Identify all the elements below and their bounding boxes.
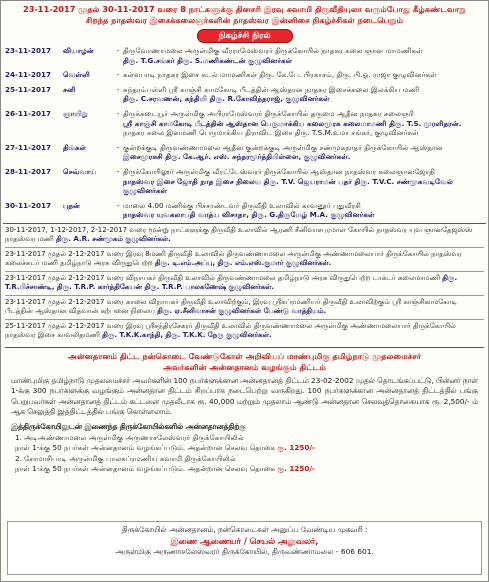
schedule-row [5,167,484,196]
schedule-desc-line: நாதசுர கலை இனமணி பெருமாக்கிய திராவிட இசை திரு. T.S.M.உமா சங்கர், குழுவினர்கள் [123,128,419,138]
schedule-desc-line: நாதஸ்வர இசை ஜோதி நாத இசை நிலைய திரு. T.V. ஜெயராமன் பதர் திரு. T.V.C. சண்முகவடிவேல் குழுவினர்கள் [123,176,453,196]
schedule-day: வியாழன் [63,46,94,55]
donation-address-heading: திருக்கோயில் அன்னதானம், நன்கொடைகள் அனுப்ப வேண்டிய முகவரி : [121,525,368,534]
schedule-desc-line: திரு. C.சரவணன், கந்தியி திரு. R.கோவிந்தராஜ், குழுவினர்கள் [123,94,330,104]
annadhanam-item-amount: ரூ. 1250/- [277,463,316,473]
performance-note [5,248,484,272]
schedule-day: புதன் [63,200,81,210]
annadhanam-body: மாண்புமிகு தமிழ்நாடு முதலமைச்சர் அவர்களின் 100 நபர்களுக்கான அன்னதானத் திட்டம் 23-02-2002 முதல் தொடங்கப்பட்டு, பின்னர் நாள் 1-க்கு 300 நபர்களுக்கு வழங்கும் அன்னதான திட்டம் சிறப்பாக நடைபெற்று வருகிறது. 100 நபர்களுக்கான அன்னதானத் திட்டத்தில் பங்கு பெறுபவர்கள் அன்னதானத் திட்டம் கட்டளை முதலீடாக ரூ. 40,000 மற்றும் முதலாம் ஆண்டு அன்னதான செலவுத்தொகையாக ரூ. 2,500/- ம் ஆக செலுத்தி இத்திட்டத்தில் பங்கு கொள்ளலாம். [11,375,478,417]
schedule-date: 26-11-2017 [5,108,51,118]
banner-line-2: சிறந்த நாதஸ்வர இசைக்கலைஞர்களின் நாதஸ்வர இன்னிசை நிகழ்ச்சிகள் நடைபெறும் [85,15,404,25]
schedule-desc [123,109,484,138]
additional-performances [5,224,484,343]
separator-dash: - [116,70,120,80]
schedule-row [5,85,484,104]
schedule-date: 30-11-2017 [5,200,51,210]
note-artists: திரு. டி.எம்.அப்பு, திரு. எம்.எஸ்.குமார் குழுவினர்கள். [154,259,332,268]
temple-address: அருள்மிகு அருணாசலேஸ்வரர் திருக்கோயில், திருவண்ணாமலை - 606 601. [115,547,374,556]
schedule-day: ஞாயிறு [63,108,88,118]
schedule-desc-line: இசைமுரசுசி திரு. கே.ஆர். எஸ். சுந்தரமூர்த்திபிள்ளை, குழுவினர்கள். [123,152,351,162]
annadhanam-item-label: 1. அடிஅண்ணாமலை அருள்மிகு அருணாசலேஸ்வரர் திருக்கோயிலில் [15,432,244,442]
note-artists: திரு. T.K.K.காந்தி, திரு. T.K.K. நேரு குழுவினர்கள். [102,331,272,340]
performance-note [5,296,484,320]
annadhanam-item-detail: நாள் 1-க்கு 50 நபர்கள் அன்னதானம் வழங்கப்படும். அதன்றான செலவு தொகை [15,442,276,452]
banner-line-1: 23-11-2017 முதல் 30-11-2017 வரை 8 நாட்களுக்கு தினசரி இரவு சுவாமி திருவீதியுலா வரும்போது கீழ்கண்டவாறு [23,4,466,14]
schedule-date: 28-11-2017 [5,166,51,176]
schedule-desc-line: திருவோணாமலை அருள்மிகு வீரராமேஸ்வரர் திருக்கோயில் நாதசுர கலை ஞான மாமணிகள் [123,46,423,55]
schedule-desc-line: குன்றக்குடி திருவண்ணாமலை ஆதீன குன்றக்குடி அருள்மிகு சண்முகநாதர் திருக்கோயில் ஆஸ்தான [123,142,443,152]
separator-dash: - [116,200,120,210]
schedule-row [5,109,484,138]
separator-dash: - [116,108,120,118]
schedule-date: 23-11-2017 [5,46,51,55]
note-artists: திரு. ஏ.சீனிவாசன் குழுவினர்கள் பேண்டு வாத்தியம். [157,307,327,316]
schedule-row [5,70,484,80]
schedule-date: 24-11-2017 [5,70,51,80]
note-text: 23-11-2017 முதல் 2-12-2017 வரை விநாயகர் திருவீதி உலாவில் திருவண்ணாமலை தமிழ்நாடு அரசு விருதுபெற்ற டாக்டர் கலைமாமணி [5,273,440,282]
schedule-desc [123,70,484,80]
note-artists: திரு. A.R. சண்முகம் குழுவினர்கள். [56,235,171,244]
schedule-date: 25-11-2017 [5,84,51,94]
schedule-day: வெள்ளி [63,70,90,80]
officer-title: இணை ஆணையர் / செயல் அலுவலர், [170,536,319,546]
annadhanam-title-line: அவர்களின் அன்னதானம் வழங்கும் திட்டம் [163,361,326,372]
schedule-desc [123,201,484,220]
performance-note [5,320,484,343]
annadhanam-subheading: இத்திருக்கோயிலுடன் இணைந்த திருக்கோயில்களில் அன்னதானத்திற்கு [11,421,246,431]
schedule-desc-line: கள்ளபாடி நாதசுர இசை கடல் மாமணிகள் திரு. கே.பே. பிரகாசம், திரு. பி.ஓ. ராஜா குழுவினர்கள் [123,70,437,80]
donation-address-box [7,521,482,575]
annadhanam-section [5,347,484,474]
festival-banner [1,1,488,27]
schedule-row [5,143,484,162]
schedule-desc-line: சுந்தரம்பள்ளி ஸ்ரீ காஞ்சி காமகோடி பீடத்தின் ஆஸ்தான நாதசுர இசைக்கலை இலக்கிய மணி [123,84,420,94]
schedule-desc [123,85,484,104]
performance-note [5,224,484,248]
performance-note [5,272,484,296]
annadhanam-item [5,432,484,453]
separator-dash: - [116,84,120,94]
annadhanam-title-line: அன்னதானம் திட்ட நன்கொடை வேண்டுகோள் அறிவியப் மாண்புமிகு தமிழ்நாடு முதலமைச்சர் [67,350,422,361]
schedule-desc-line: திரு. T.G.சங்கர் திரு. S.மணிகண்டன் குழுவினர்கள் [123,55,293,65]
separator-dash: - [116,142,120,152]
separator-dash: - [116,166,120,176]
schedule-desc-line: ஸ்ரீ காஞ்சி காமகோடி பீடத்தின் ஆஸ்தான பெருமாக்கிய கலைமுரசு கலைமாமணி திரு. T.S. முரளிதரன். [123,118,462,128]
schedule-desc [123,143,484,162]
schedule-row [5,201,484,220]
annadhanam-item [5,453,484,474]
schedule-row [5,46,484,65]
schedule-desc [123,46,484,65]
annadhanam-item-detail: நாள் 1-க்கு 50 நபர்கள் அன்னதானம் வழங்கப்படும். அதன்றான செலவு தொகை [15,463,276,473]
schedule-day: சனி [63,84,76,94]
schedule-desc-line: நாதஸ்வர யுவகலாபதி வாத்ய விசாதா, திரு. G.திருமேழ் M.A. குழுவினர்கள் [123,210,375,220]
annadhanam-item-label: 2. சோமாசிபாடி அருள்மிகு பாலசுப்ரமணிய சுவாமி திருக்கோயிலில் [15,453,236,463]
schedule-day: திங்கள் [63,142,87,152]
schedule-desc [123,167,484,196]
annadhanam-title [5,351,484,373]
schedule-list [5,46,484,220]
schedule-desc-line: திருக்கோயிலூர் அருள்மிகு வீரட்டேஸ்வரர் திருக்கோயில் ஆஸ்தான நாதஸ்வர கலைஞானஜோதி [123,166,436,176]
separator-dash: - [116,46,120,55]
annadhanam-item-amount: ரூ. 1250/- [277,442,316,452]
note-artists: திரு. T.R.பிச்சாண்டி, திரு. T.R.P. கார்த்திகேயன் திரு. T.R.P. பாலகணேஷ் குழுவினர்கள். [5,273,458,292]
schedule-desc-line: மாலை 4.00 மணிக்கு பிச்சாண்டவர் திருவீதி உலாவில் காவனூர் புதுவீரசி [123,200,361,210]
note-text: 25-11-2017 முதல் 2-12-2017 வரை இரவு ஸ்ரீசந்திரசேகரர் திருவீதி உலாவில் திருவண்ணாமலை அருள்மிகு அண்ணாமலையார் திருக்கோயில் நாதஸ்வர இசை காவலிதமணி [5,321,456,340]
schedule-desc-line: திருக்கடையூர் அருள்மிகு அபிராமேஸ்வரர் திருக்கோயில் தருமை ஆதீன நாதசுர கலைஞரி [123,108,414,118]
schedule-day: செவ்வாய் [63,166,97,176]
program-title: நிகழ்ச்சி நிரல் [197,29,293,43]
schedule-date: 27-11-2017 [5,142,51,152]
note-text: 30-11-2017, 1-12-2017, 2-12-2017 வரை மூன்று நாட்களுக்கு திருவீதி உலாவில் ஆரணி சீனிவாசபுரமாள் கோயில் நாதஸ்வர யுவ ஞானதேஜஸ்ஸ் நாதஸ்வர மணி [5,225,473,244]
note-text: 23-11-2017 முதல் 2-12-2017 வரை காலை விநாயகர் திருவீதி உலாவிற்கும், இரவு ஸ்ரீசுப்ரமணியர் திருவீதி உலாவிற்கும் ஸ்ரீ காஞ்சிகாமகோடி பீடத்தின் ஆஸ்தான வித்வான் கற்பனை நிலைய [5,297,458,316]
note-text: 23-11-2017 முதல் 2-12-2017 வரை இரவு 8மணி திருவீதி உலாவில் திருவண்ணாமலை அருள்மிகு அண்ணாமலையார் திருக்கோயில் நாதஸ்வர கலைச்சுடர் மணி தமிழ்நாடு அரசு விருதுபெற்ற [5,249,462,268]
